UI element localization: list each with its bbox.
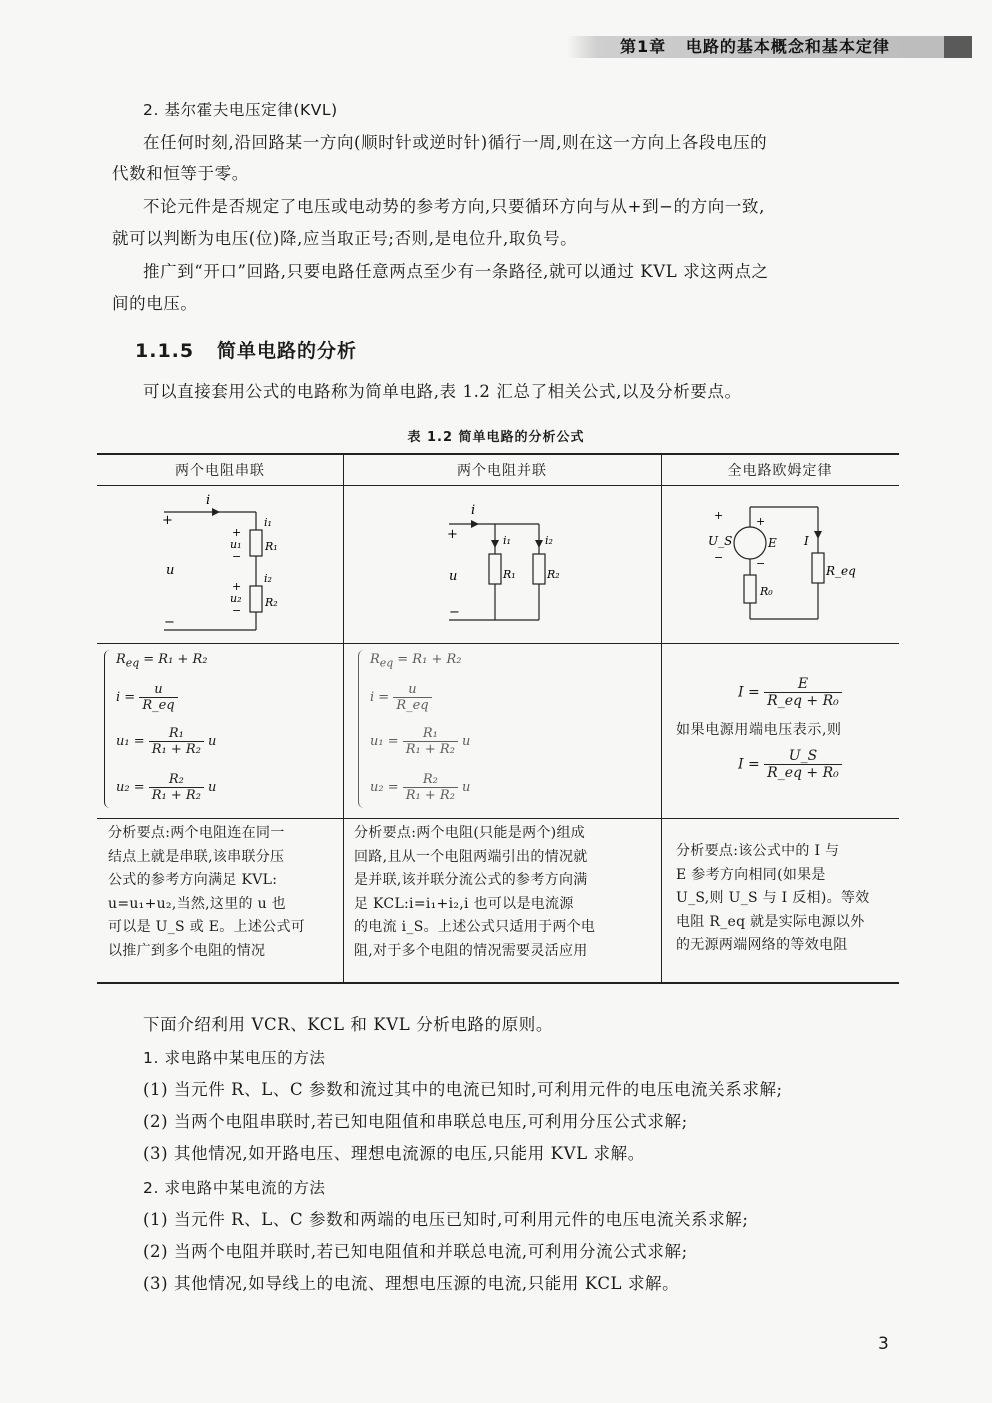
series-plus-label: +	[162, 513, 173, 528]
series-u2-label: u₂	[230, 592, 242, 605]
header-tab	[944, 36, 972, 58]
kvl-p2-line2: 就可以判断为电压(位)降,应当取正号;否则,是电位升,取负号。	[112, 229, 578, 248]
ohm-emf-minus: −	[756, 557, 766, 570]
parallel-note-line: 分析要点:两个电阻(只能是两个)组成	[354, 825, 586, 841]
table-row-rule-2	[97, 818, 899, 819]
series-eq-req: $R_{eq} = R_1 + R_2$	[116, 652, 208, 670]
series-eq-u1: u₁ = $\frac{\text{R₁}}{\text{R₁ + R₂}}$ u	[116, 726, 217, 757]
ohm-eq-e: I = $\frac{E}{\text{R\_eq + R₀}}$	[738, 676, 842, 709]
parallel-eq-req: $R_{eq} = R_1 + R_2$	[370, 652, 462, 670]
parallel-minus-label: −	[449, 605, 460, 620]
series-u1-plus: +	[232, 526, 242, 539]
table-caption: 表 1.2 简单电路的分析公式	[407, 430, 585, 445]
section-title: 简单电路的分析	[216, 340, 357, 362]
table-row-rule-1	[97, 643, 899, 644]
kvl-heading: 2. 基尔霍夫电压定律(KVL)	[143, 101, 338, 119]
ohm-current-label: I	[804, 534, 809, 548]
section-intro: 可以直接套用公式的电路称为简单电路,表 1.2 汇总了相关公式,以及分析要点。	[143, 382, 742, 401]
kvl-p3-line2: 间的电压。	[112, 294, 198, 313]
ohm-r0-label: R₀	[760, 585, 773, 598]
ohm-emf-plus: +	[756, 515, 766, 528]
parallel-eq-u2: u₂ = $\frac{\text{R₂}}{\text{R₁ + R₂}}$ u	[370, 772, 471, 803]
kvl-p1-line1: 在任何时刻,沿回路某一方向(顺时针或逆时针)循行一周,则在这一方向上各段电压的	[143, 133, 768, 152]
ohm-circuit-diagram	[700, 495, 870, 635]
ohm-source-plus: +	[714, 509, 724, 522]
parallel-eq-u1: u₁ = $\frac{\text{R₁}}{\text{R₁ + R₂}}$ u	[370, 726, 471, 757]
series-note-line: 分析要点:两个电阻连在同一	[108, 825, 285, 841]
ohm-notes	[676, 840, 896, 958]
series-current-label: i	[206, 493, 211, 508]
section-heading	[135, 336, 357, 363]
parallel-i1-label: i₁	[503, 534, 511, 547]
ohm-req-label: R_eq	[826, 564, 856, 578]
series-note-line: u=u₁+u₂,当然,这里的 u 也	[108, 895, 286, 912]
parallel-note-line: 是并联,该并联分流公式的参考方向满	[354, 872, 588, 888]
series-note-line: 以推广到多个电阻的情况	[108, 942, 266, 959]
parallel-brace	[358, 650, 367, 808]
parallel-current-label: i	[471, 503, 476, 518]
series-note-line: 公式的参考方向满足 KVL:	[108, 872, 278, 888]
series-u1-label: u₁	[230, 538, 242, 551]
parallel-notes	[354, 822, 658, 963]
table-bottom-rule	[97, 982, 899, 984]
series-eq-i: i = $\frac{u}{R\_eq}$	[116, 682, 178, 713]
parallel-eq-i: i = $\frac{u}{R\_eq}$	[370, 682, 432, 713]
series-note-line: 可以是 U_S 或 E。上述公式可	[108, 919, 306, 935]
series-notes	[108, 822, 340, 963]
series-circuit-diagram	[150, 490, 290, 640]
section-number: 1.1.5	[135, 340, 195, 362]
table-header-series: 两个电阻串联	[175, 463, 265, 479]
kvl-p1-line2: 代数和恒等于零。	[112, 164, 249, 183]
parallel-note-line: 足 KCL:i=i₁+i₂,i 也可以是电流源	[354, 895, 574, 912]
series-r2-label: R₂	[265, 596, 278, 609]
parallel-i2-label: i₂	[545, 534, 553, 547]
current-method-3: (3) 其他情况,如导线上的电流、理想电压源的电流,只能用 KCL 求解。	[143, 1274, 680, 1293]
parallel-r2-label: R₂	[547, 568, 560, 581]
chapter-title: 电路的基本概念和基本定律	[685, 37, 890, 56]
series-brace	[104, 650, 113, 808]
ohm-eq-us: I = $\frac{U\_S}{\text{R\_eq + R₀}}$	[738, 748, 842, 781]
parallel-note-line: 阻,对于多个电阻的情况需要灵活应用	[354, 942, 588, 959]
table-col-divider-2	[661, 453, 662, 983]
ohm-middle-text: 如果电源用端电压表示,则	[676, 722, 842, 738]
voltage-method-heading: 1. 求电路中某电压的方法	[143, 1049, 326, 1067]
table-header-parallel: 两个电阻并联	[457, 463, 547, 479]
series-u1-minus: −	[232, 550, 242, 563]
ohm-note-line: U_S,则 U_S 与 I 反相)。等效	[676, 890, 870, 906]
chapter-number: 第1章	[620, 37, 667, 56]
series-r1-label: R₁	[265, 540, 278, 553]
ohm-note-line: 的无源两端网络的等效电阻	[676, 937, 848, 953]
principles-intro: 下面介绍利用 VCR、KCL 和 KVL 分析电路的原则。	[143, 1015, 554, 1034]
ohm-note-line: E 参考方向相同(如果是	[676, 866, 826, 883]
series-u2-plus: +	[232, 580, 242, 593]
voltage-method-3: (3) 其他情况,如开路电压、理想电流源的电压,只能用 KVL 求解。	[143, 1144, 645, 1163]
parallel-plus-label: +	[447, 527, 458, 542]
voltage-method-1: (1) 当元件 R、L、C 参数和流过其中的电流已知时,可利用元件的电压电流关系求解;	[143, 1080, 783, 1099]
table-header-rule	[97, 485, 899, 486]
table-col-divider-1	[343, 453, 344, 983]
ohm-note-line: 电阻 R_eq 就是实际电源以外	[676, 913, 865, 930]
parallel-r1-label: R₁	[503, 568, 516, 581]
table-header-ohm: 全电路欧姆定律	[727, 463, 833, 479]
series-u2-minus: −	[232, 604, 242, 617]
parallel-circuit-diagram	[435, 500, 575, 630]
running-header	[620, 36, 890, 58]
ohm-source-minus: −	[714, 551, 724, 564]
series-voltage-label: u	[166, 563, 175, 578]
series-note-line: 结点上就是串联,该串联分压	[108, 848, 285, 865]
kvl-p2-line1: 不论元件是否规定了电压或电动势的参考方向,只要循环方向与从+到−的方向一致,	[143, 197, 765, 216]
current-method-2: (2) 当两个电阻并联时,若已知电阻值和并联总电流,可利用分流公式求解;	[143, 1242, 688, 1261]
parallel-voltage-label: u	[449, 569, 458, 584]
current-method-heading: 2. 求电路中某电流的方法	[143, 1179, 326, 1197]
current-method-1: (1) 当元件 R、L、C 参数和两端的电压已知时,可利用元件的电压电流关系求解;	[143, 1210, 749, 1229]
ohm-note-line: 分析要点:该公式中的 I 与	[676, 843, 840, 859]
parallel-note-line: 的电流 i_S。上述公式只适用于两个电	[354, 919, 596, 935]
series-minus-label: −	[164, 615, 175, 630]
parallel-note-line: 回路,且从一个电阻两端引出的情况就	[354, 848, 588, 865]
series-i1-label: i₁	[264, 516, 272, 529]
ohm-e-label: E	[768, 536, 777, 550]
ohm-us-label: U_S	[708, 534, 733, 548]
page-number: 3	[878, 1334, 889, 1354]
table-top-rule	[97, 453, 899, 455]
series-eq-u2: u₂ = $\frac{\text{R₂}}{\text{R₁ + R₂}}$ u	[116, 772, 217, 803]
series-i2-label: i₂	[264, 572, 272, 585]
voltage-method-2: (2) 当两个电阻串联时,若已知电阻值和串联总电压,可利用分压公式求解;	[143, 1112, 688, 1131]
kvl-p3-line1: 推广到“开口”回路,只要电路任意两点至少有一条路径,就可以通过 KVL 求这两点之	[143, 262, 769, 281]
